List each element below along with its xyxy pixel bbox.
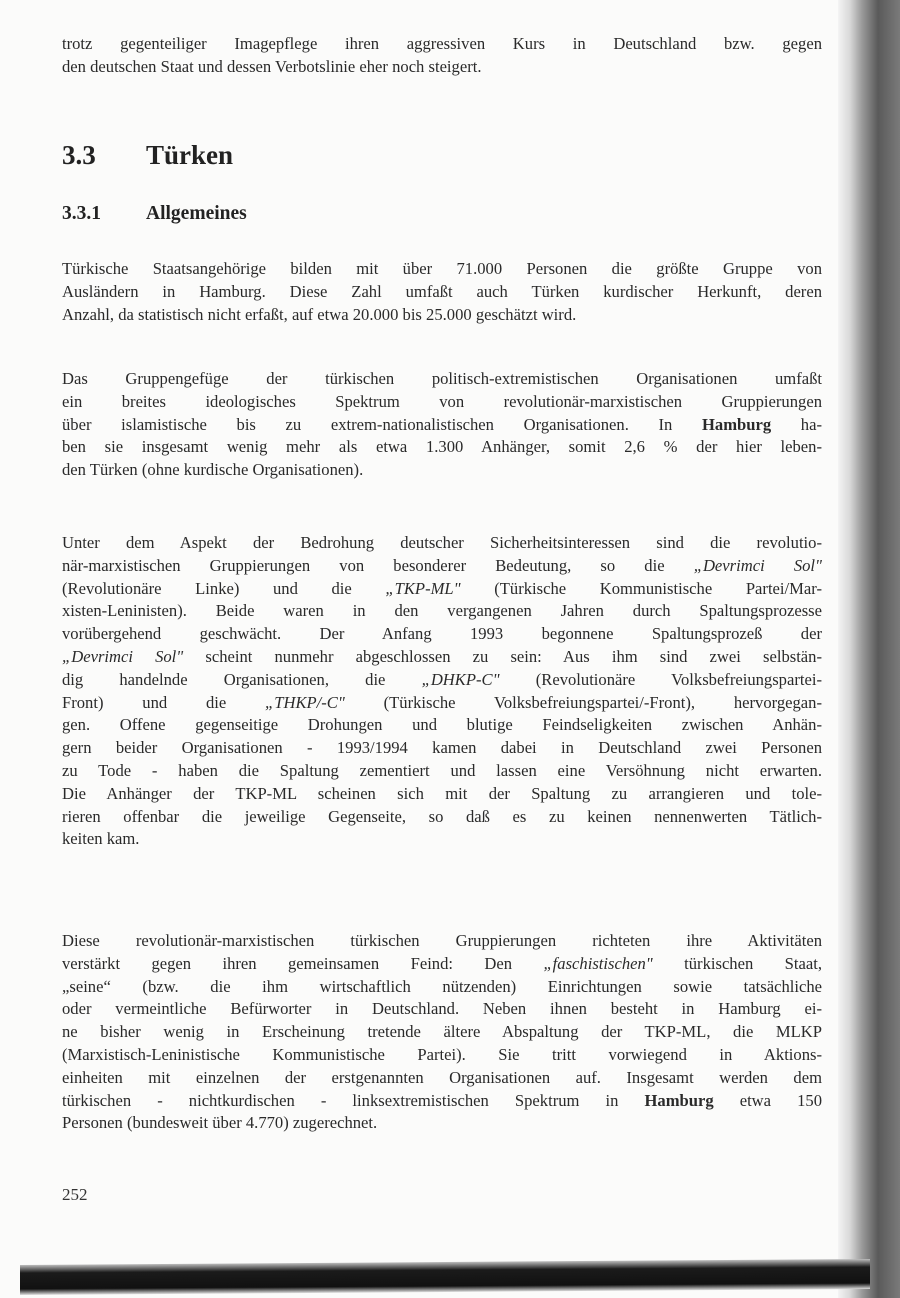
paragraph-intro xyxy=(62,33,822,79)
bold-text: Hamburg xyxy=(701,414,772,434)
text-run: keiten kam. xyxy=(62,829,140,849)
subsection-heading xyxy=(62,203,247,225)
text-line xyxy=(62,1067,822,1090)
text-line xyxy=(62,304,822,327)
italic-text: „TKP-ML" xyxy=(385,578,461,598)
text-line xyxy=(62,33,822,56)
text-line xyxy=(62,1044,822,1067)
text-run: ha- xyxy=(771,414,822,434)
text-run: einheiten mit einzelnen der erstgenannten Organisationen auf. Insgesamt werden dem xyxy=(62,1067,822,1087)
text-line xyxy=(62,783,822,806)
section-title: Türken xyxy=(146,140,234,170)
text-line xyxy=(62,391,822,414)
text-line xyxy=(62,1090,822,1113)
text-line xyxy=(62,669,822,692)
text-run: türkischen Staat, xyxy=(652,953,822,973)
italic-text: „faschistischen" xyxy=(543,953,653,973)
text-line xyxy=(62,623,822,646)
paragraph-activities xyxy=(62,930,822,1135)
text-run: Ausländern in Hamburg. Diese Zahl umfaßt auch Türken kurdischer Herkunft, deren xyxy=(62,281,822,301)
text-run: oder vermeintliche Befürworter in Deutschland. Neben ihnen besteht in Hamburg ei- xyxy=(62,999,822,1019)
text-run: zu Tode - haben die Spaltung zementiert und lassen eine Versöhnung nicht erwarten. xyxy=(62,760,822,780)
text-run: „seine“ (bzw. die ihm wirtschaftlich nützenden) Einrichtungen sowie tatsächliche xyxy=(62,976,822,996)
text-run: den Türken (ohne kurdische Organisationen). xyxy=(62,460,364,480)
text-line xyxy=(62,1112,822,1135)
text-run: (Revolutionäre Linke) und die xyxy=(62,578,386,598)
text-run: Unter dem Aspekt der Bedrohung deutscher Sicherheitsinteressen sind die revolutio- xyxy=(62,533,822,552)
text-line xyxy=(62,600,822,623)
text-line xyxy=(62,953,822,976)
text-run: gern beider Organisationen - 1993/1994 kamen dabei in Deutschland zwei Personen xyxy=(62,738,822,758)
text-run: den deutschen Staat und dessen Verbotslinie eher noch steigert. xyxy=(62,56,482,76)
text-line xyxy=(62,56,822,79)
text-run: rieren offenbar die jeweilige Gegenseite, so daß es zu keinen nennenwerten Tätlich- xyxy=(62,806,822,826)
subsection-number: 3.3.1 xyxy=(62,203,101,224)
text-run: ein breites ideologisches Spektrum von revolutionär-marxistischen Gruppierungen xyxy=(62,391,822,411)
text-line xyxy=(62,555,822,578)
text-run: scheint nunmehr abgeschlossen zu sein: Aus ihm sind zwei selbstän- xyxy=(183,646,822,666)
text-line xyxy=(62,281,822,304)
paragraph-population xyxy=(62,258,822,326)
paragraph-organisations xyxy=(62,368,822,482)
italic-text: „Devrimci Sol" xyxy=(62,646,184,666)
text-line xyxy=(62,532,822,555)
text-line xyxy=(62,258,822,281)
text-run: när-marxistischen Gruppierungen von besonderer Bedeutung, so die xyxy=(62,555,694,575)
text-line xyxy=(62,368,822,391)
text-line xyxy=(62,930,822,953)
text-run: ne bisher wenig in Erscheinung tretende ältere Abspaltung der TKP-ML, die MLKP xyxy=(62,1022,822,1042)
page-edge-shadow xyxy=(838,0,900,1298)
text-run: (Marxistisch-Leninistische Kommunistische Partei). Sie tritt vorwiegend in Aktions- xyxy=(62,1044,822,1064)
scan-bottom-edge xyxy=(20,1259,870,1295)
italic-text: „THKP/-C" xyxy=(265,692,345,712)
text-line xyxy=(62,760,822,783)
text-line xyxy=(62,414,822,437)
text-run: verstärkt gegen ihren gemeinsamen Feind: Den xyxy=(62,953,544,973)
text-line xyxy=(62,646,822,669)
text-line xyxy=(62,714,822,737)
section-heading xyxy=(62,140,233,171)
text-run: xisten-Leninisten). Beide waren in den vergangenen Jahren durch Spaltungsprozesse xyxy=(62,601,822,621)
text-run: gen. Offene gegenseitige Drohungen und blutige Feindseligkeiten zwischen Anhän- xyxy=(62,715,822,735)
text-line xyxy=(62,976,822,999)
text-run: ben sie insgesamt wenig mehr als etwa 1.300 Anhänger, somit 2,6 % der hier leben- xyxy=(62,437,822,457)
bold-text: Hamburg xyxy=(644,1090,714,1110)
text-line xyxy=(62,737,822,760)
text-run: Anzahl, da statistisch nicht erfaßt, auf etwa 20.000 bis 25.000 geschätzt wird. xyxy=(62,304,577,324)
text-line xyxy=(62,578,822,601)
text-run: türkischen - nichtkurdischen - linksextremistischen Spektrum in xyxy=(62,1090,645,1110)
text-run: Die Anhänger der TKP-ML scheinen sich mit der Spaltung zu arrangieren und tole- xyxy=(62,783,822,803)
text-run: dig handelnde Organisationen, die xyxy=(62,669,422,689)
text-run: Personen (bundesweit über 4.770) zugerechnet. xyxy=(62,1113,378,1133)
text-run: Diese revolutionär-marxistischen türkischen Gruppierungen richteten ihre Aktivitäten xyxy=(62,931,822,950)
text-line xyxy=(62,806,822,829)
italic-text: „Devrimci Sol" xyxy=(693,555,822,575)
paragraph-threat xyxy=(62,532,822,851)
text-run: Türkische Staatsangehörige bilden mit über 71.000 Personen die größte Gruppe von xyxy=(62,259,822,278)
text-line xyxy=(62,828,822,851)
text-run: über islamistische bis zu extrem-nationalistischen Organisationen. In xyxy=(62,414,702,434)
page-number: 252 xyxy=(62,1185,88,1204)
text-run: (Türkische Volksbefreiungspartei/-Front), hervorgegan- xyxy=(344,692,822,712)
text-run: vorübergehend geschwächt. Der Anfang 1993 begonnene Spaltungsprozeß der xyxy=(62,624,822,644)
text-line xyxy=(62,692,822,715)
text-line xyxy=(62,1021,822,1044)
italic-text: „DHKP-C" xyxy=(421,669,500,689)
section-number: 3.3 xyxy=(62,140,96,170)
subsection-title: Allgemeines xyxy=(146,203,247,224)
text-run: (Revolutionäre Volksbefreiungspartei- xyxy=(499,669,822,689)
text-run: (Türkische Kommunistische Partei/Mar- xyxy=(460,578,822,598)
text-run: etwa 150 xyxy=(713,1090,822,1110)
text-run: Front) und die xyxy=(62,692,265,712)
text-line xyxy=(62,459,822,482)
text-line xyxy=(62,998,822,1021)
text-line xyxy=(62,436,822,459)
text-run: Das Gruppengefüge der türkischen politisch-extremistischen Organisationen umfaßt xyxy=(62,369,822,388)
text-run: trotz gegenteiliger Imagepflege ihren aggressiven Kurs in Deutschland bzw. gegen xyxy=(62,34,822,53)
